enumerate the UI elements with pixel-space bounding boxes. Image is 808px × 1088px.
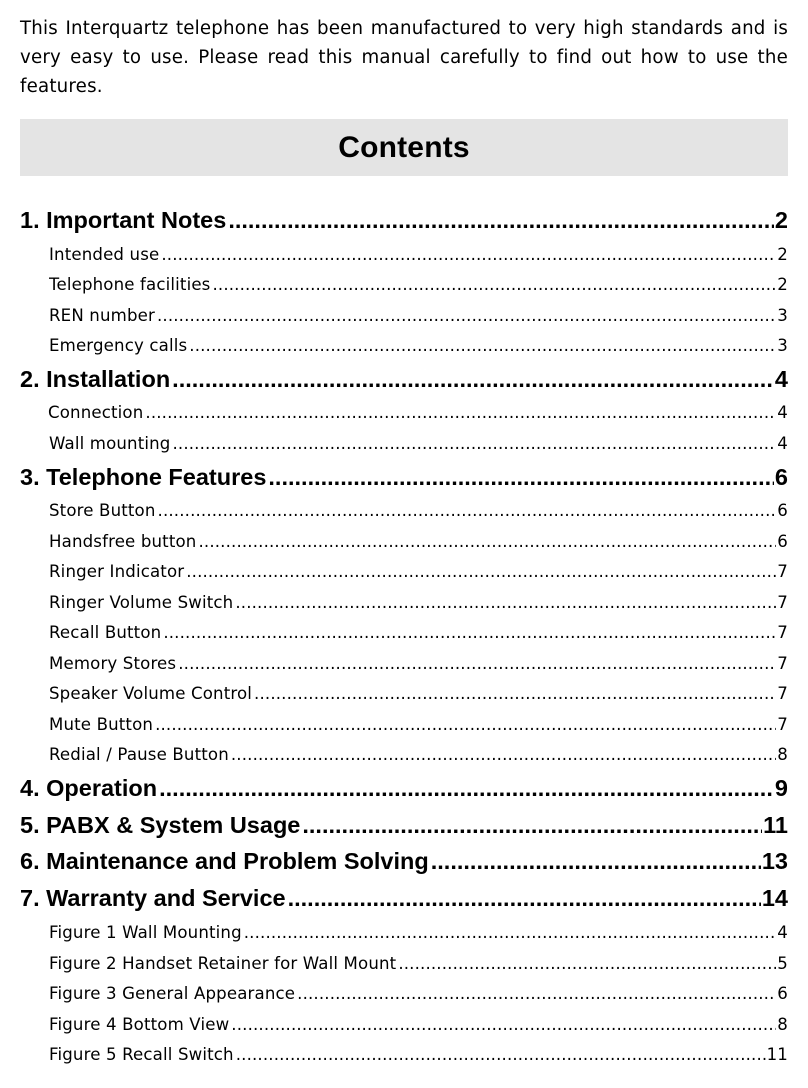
toc-section-maintenance[interactable] bbox=[20, 846, 788, 876]
toc-page-number: 8 bbox=[777, 1015, 788, 1034]
dot-leader bbox=[302, 810, 762, 840]
toc-entry-label: Connection bbox=[48, 403, 144, 422]
dot-leader bbox=[231, 743, 776, 767]
dot-leader bbox=[212, 273, 776, 297]
dot-leader bbox=[228, 205, 774, 235]
toc-entry-redial-pause-button[interactable] bbox=[49, 743, 788, 767]
toc-section-important-notes[interactable] bbox=[20, 205, 788, 235]
toc-entry-ringer-volume-switch[interactable] bbox=[49, 591, 788, 615]
toc-page-number: 8 bbox=[777, 745, 788, 764]
dot-leader bbox=[145, 401, 776, 425]
toc-page-number: 7 bbox=[777, 715, 788, 734]
intro-paragraph: This Interquartz telephone has been manufactured to very high standards and is very easy to use. Please read this manual carefully to find out how to use the features. bbox=[20, 18, 788, 97]
toc-page-number: 4 bbox=[777, 923, 788, 942]
toc-entry-telephone-facilities[interactable] bbox=[49, 273, 788, 297]
toc-page-number: 14 bbox=[761, 885, 788, 911]
toc-entry-label: 7. Warranty and Service bbox=[20, 885, 286, 911]
dot-leader bbox=[189, 334, 776, 358]
toc-page-number: 7 bbox=[777, 593, 788, 612]
dot-leader bbox=[236, 1043, 766, 1067]
toc-entry-ringer-indicator[interactable] bbox=[49, 560, 788, 584]
dot-leader bbox=[172, 432, 776, 456]
toc-entry-label: Figure 5 Recall Switch bbox=[49, 1045, 234, 1064]
toc-page-number: 2 bbox=[774, 207, 788, 233]
toc-page-number: 6 bbox=[777, 984, 788, 1003]
toc-figure-5[interactable] bbox=[49, 1043, 788, 1067]
toc-figure-2[interactable] bbox=[49, 952, 788, 976]
toc-entry-label: Handsfree button bbox=[49, 532, 197, 551]
toc-entry-ren-number[interactable] bbox=[49, 304, 788, 328]
dot-leader bbox=[172, 364, 774, 394]
toc-page-number: 13 bbox=[761, 848, 788, 874]
dot-leader bbox=[155, 713, 776, 737]
dot-leader bbox=[158, 499, 777, 523]
toc-entry-handsfree-button[interactable] bbox=[49, 530, 788, 554]
dot-leader bbox=[254, 682, 776, 706]
toc-page-number: 3 bbox=[777, 336, 788, 355]
toc-entry-label: 1. Important Notes bbox=[20, 207, 227, 233]
toc-page-number: 11 bbox=[766, 1045, 788, 1064]
toc-entry-mute-button[interactable] bbox=[49, 713, 788, 737]
toc-entry-label: Telephone facilities bbox=[49, 275, 211, 294]
toc-page-number: 6 bbox=[774, 464, 788, 490]
toc-entry-label: REN number bbox=[49, 306, 155, 325]
toc-entry-label: Figure 1 Wall Mounting bbox=[49, 923, 242, 942]
dot-leader bbox=[297, 982, 776, 1006]
toc-entry-label: Intended use bbox=[49, 245, 160, 264]
dot-leader bbox=[163, 621, 776, 645]
toc-section-operation[interactable] bbox=[20, 773, 788, 803]
toc-entry-label: 4. Operation bbox=[20, 775, 158, 801]
toc-figure-4[interactable] bbox=[49, 1013, 788, 1037]
toc-entry-label: Ringer Indicator bbox=[49, 562, 185, 581]
toc-entry-label: 3. Telephone Features bbox=[20, 464, 267, 490]
toc-entry-recall-button[interactable] bbox=[49, 621, 788, 645]
toc-page-number: 6 bbox=[777, 532, 788, 551]
toc-entry-speaker-volume-control[interactable] bbox=[49, 682, 788, 706]
dot-leader bbox=[159, 773, 774, 803]
toc-page-number: 11 bbox=[763, 812, 788, 838]
toc-entry-emergency-calls[interactable] bbox=[49, 334, 788, 358]
toc-page-number: 5 bbox=[777, 954, 788, 973]
toc-page-number: 6 bbox=[777, 501, 788, 520]
dot-leader bbox=[198, 530, 776, 554]
toc-page-number: 7 bbox=[777, 684, 788, 703]
toc-figure-1[interactable] bbox=[49, 921, 788, 945]
dot-leader bbox=[244, 921, 777, 945]
toc-entry-label: Figure 3 General Appearance bbox=[49, 984, 296, 1003]
dot-leader bbox=[268, 462, 774, 492]
toc-section-telephone-features[interactable] bbox=[20, 462, 788, 492]
toc-page-number: 2 bbox=[777, 275, 788, 294]
toc-entry-label: 6. Maintenance and Problem Solving bbox=[20, 848, 429, 874]
dot-leader bbox=[161, 243, 776, 267]
toc-section-pabx-system-usage[interactable] bbox=[20, 810, 788, 840]
toc-entry-label: Emergency calls bbox=[49, 336, 188, 355]
toc-page-number: 4 bbox=[774, 366, 788, 392]
dot-leader bbox=[288, 883, 761, 913]
toc-entry-label: Wall mounting bbox=[49, 434, 171, 453]
toc-page-number: 7 bbox=[777, 562, 788, 581]
toc-entry-wall-mounting[interactable] bbox=[49, 432, 788, 456]
toc-entry-label: 2. Installation bbox=[20, 366, 171, 392]
toc-entry-intended-use[interactable] bbox=[49, 243, 788, 267]
toc-section-warranty-service[interactable] bbox=[20, 883, 788, 913]
toc-entry-label: Store Button bbox=[49, 501, 156, 520]
dot-leader bbox=[398, 952, 776, 976]
toc-page-number: 4 bbox=[777, 434, 788, 453]
toc-section-installation[interactable] bbox=[20, 364, 788, 394]
toc-entry-memory-stores[interactable] bbox=[49, 652, 788, 676]
toc-page-number: 7 bbox=[777, 623, 788, 642]
dot-leader bbox=[235, 591, 776, 615]
toc-entry-label: Ringer Volume Switch bbox=[49, 593, 234, 612]
dot-leader bbox=[186, 560, 776, 584]
toc-entry-label: Speaker Volume Control bbox=[49, 684, 253, 703]
toc-entry-label: Recall Button bbox=[49, 623, 162, 642]
toc-entry-label: Memory Stores bbox=[49, 654, 177, 673]
toc-entry-store-button[interactable] bbox=[49, 499, 788, 523]
toc-entry-label: Redial / Pause Button bbox=[49, 745, 229, 764]
toc-entry-label: 5. PABX & System Usage bbox=[20, 812, 301, 838]
dot-leader bbox=[431, 846, 761, 876]
dot-leader bbox=[157, 304, 776, 328]
toc-page-number: 4 bbox=[777, 403, 788, 422]
toc-entry-connection[interactable] bbox=[48, 401, 788, 425]
toc-page-number: 7 bbox=[777, 654, 788, 673]
toc-page-number: 9 bbox=[774, 775, 788, 801]
toc-page-number: 2 bbox=[777, 245, 788, 264]
dot-leader bbox=[231, 1013, 776, 1037]
toc-entry-label: Figure 4 Bottom View bbox=[49, 1015, 230, 1034]
toc-entry-label: Mute Button bbox=[49, 715, 154, 734]
toc-page-number: 3 bbox=[777, 306, 788, 325]
toc-entry-label: Figure 2 Handset Retainer for Wall Mount bbox=[49, 954, 397, 973]
contents-title: Contents bbox=[338, 130, 470, 164]
dot-leader bbox=[178, 652, 776, 676]
toc-figure-3[interactable] bbox=[49, 982, 788, 1006]
